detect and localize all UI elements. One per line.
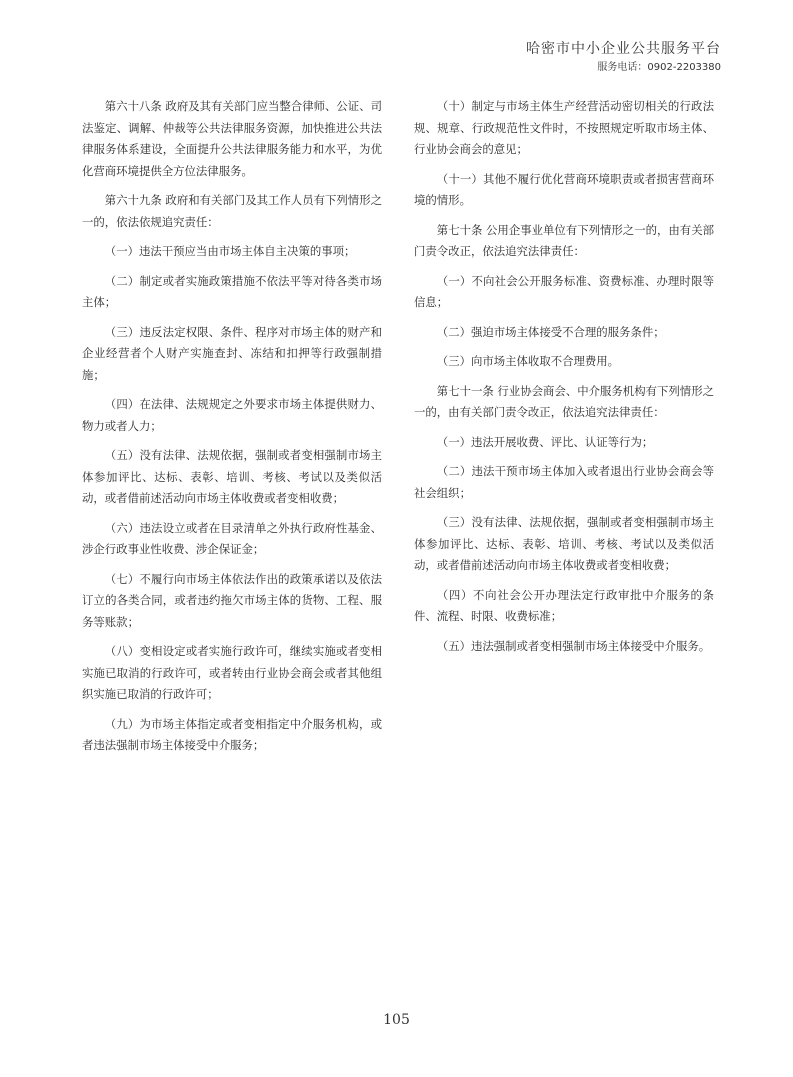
right-column (414, 96, 714, 665)
paragraph: 第七十一条 行业协会商会、中介服务机构有下列情形之一的，由有关部门责令改正，依法追究法律责任： (414, 383, 714, 419)
service-phone: 服务电话：0902-2203380 (597, 62, 721, 73)
paragraph: （二）制定或者实施政策措施不依法平等对待各类市场主体； (82, 273, 382, 309)
paragraph: （一）不向社会公开服务标准、资费标准、办理时限等信息； (414, 273, 714, 309)
paragraph: （十一）其他不履行优化营商环境职责或者损害营商环境的情形。 (414, 171, 714, 207)
paragraph: （七）不履行向市场主体依法作出的政策承诺以及依法订立的各类合同，或者违约拖欠市场主体的货物、工程、服务等账款； (82, 571, 382, 629)
paragraph: （八）变相设定或者实施行政许可，继续实施或者变相实施已取消的行政许可，或者转由行业协会商会或者其他组织实施已取消的行政许可； (82, 644, 382, 701)
paragraph: （九）为市场主体指定或者变相指定中介服务机构，或者违法强制市场主体接受中介服务； (82, 716, 382, 752)
paragraph: （四）在法律、法规规定之外要求市场主体提供财力、物力或者人力； (82, 397, 382, 433)
page-number: 105 (383, 1012, 410, 1028)
page-header (421, 40, 721, 76)
paragraph: （一）违法干预应当由市场主体自主决策的事项； (104, 244, 356, 258)
paragraph: 第六十八条 政府及其有关部门应当整合律师、公证、司法鉴定、调解、仲裁等公共法律服务资源，加快推进公共法律服务体系建设，全面提升公共法律服务能力和水平，为优化营商环境提供全方位法律服务。 (82, 99, 382, 178)
paragraph: （一）违法开展收费、评比、认证等行为； (436, 434, 654, 449)
paragraph: （三）向市场主体收取不合理费用。 (436, 354, 620, 368)
left-column (82, 96, 382, 765)
paragraph: 第六十九条 政府和有关部门及其工作人员有下列情形之一的，依法依规追究责任： (82, 193, 382, 229)
paragraph: （四）不向社会公开办理法定行政审批中介服务的条件、流程、时限、收费标准； (414, 587, 714, 623)
paragraph: （五）违法强制或者变相强制市场主体接受中介服务。 (436, 638, 711, 653)
paragraph: （五）没有法律、法规依据，强制或者变相强制市场主体参加评比、达标、表彰、培训、考核、考试以及类似活动，或者借前述活动向市场主体收费或者变相收费； (82, 448, 382, 505)
paragraph: （二）违法干预市场主体加入或者退出行业协会商会等社会组织； (414, 464, 714, 500)
paragraph: （六）违法设立或者在目录清单之外执行政府性基金、涉企行政事业性收费、涉企保证金； (82, 520, 382, 556)
paragraph: （二）强迫市场主体接受不合理的服务条件； (436, 324, 665, 339)
paragraph: （三）没有法律、法规依据，强制或者变相强制市场主体参加评比、达标、表彰、培训、考核、考试以及类似活动，或者借前述活动向市场主体收费或者变相收费； (414, 515, 714, 572)
platform-title: 哈密市中小企业公共服务平台 (526, 41, 721, 57)
paragraph: 第七十条 公用企事业单位有下列情形之一的，由有关部门责令改正，依法追究法律责任： (414, 222, 714, 258)
paragraph: （三）违反法定权限、条件、程序对市场主体的财产和企业经营者个人财产实施查封、冻结和扣押等行政强制措施； (82, 324, 382, 382)
paragraph: （十）制定与市场主体生产经营活动密切相关的行政法规、规章、行政规范性文件时，不按照规定听取市场主体、行业协会商会的意见； (414, 99, 714, 156)
